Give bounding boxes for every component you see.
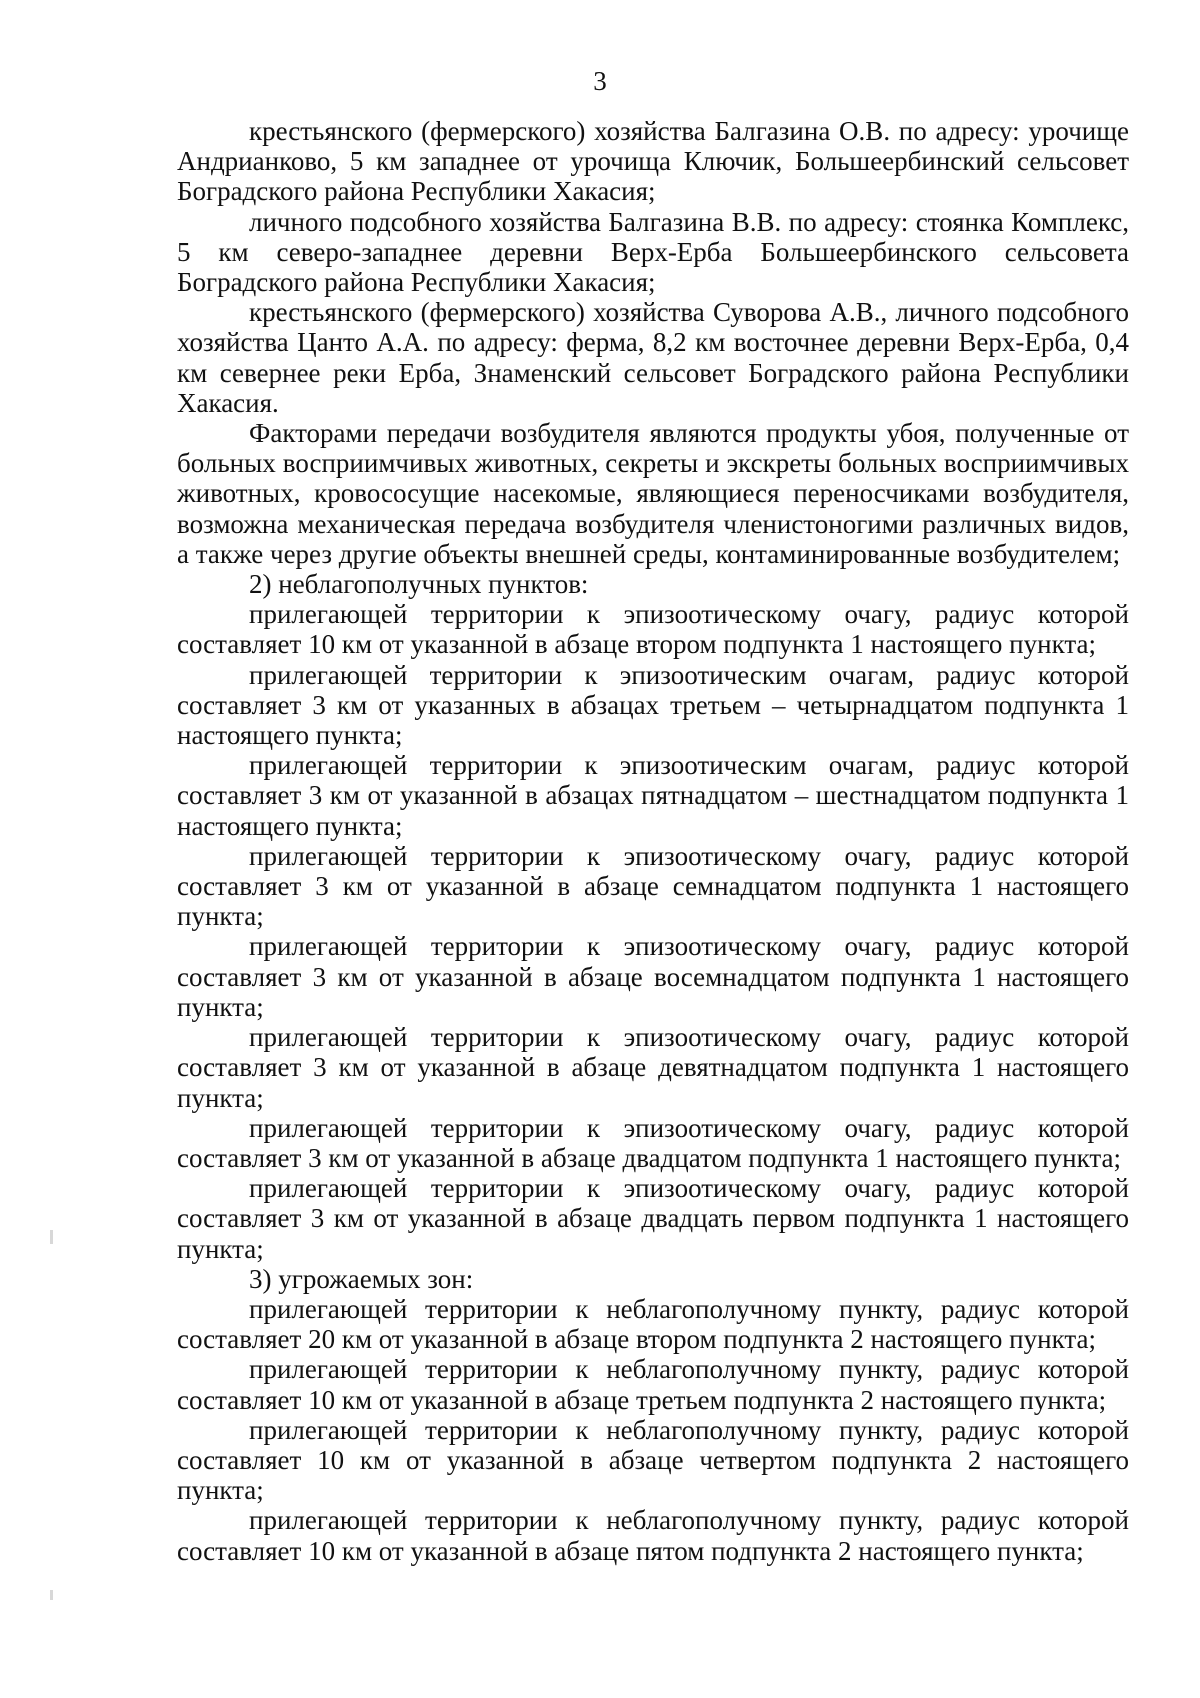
scan-edge-mark	[50, 1590, 53, 1600]
page-number: 3	[593, 66, 607, 96]
paragraph: прилегающей территории к эпизоотическому очагу, радиус которой составляет 3 км от указанной в абзаце двадцать первом подпункта 1 настоящего пункта;	[177, 1173, 1129, 1264]
paragraph: прилегающей территории к эпизоотическому очагу, радиус которой составляет 3 км от указанной в абзаце девятнадцатом подпункта 1 настоящего пункта;	[177, 1022, 1129, 1113]
scan-edge-mark	[50, 1230, 53, 1244]
paragraph: личного подсобного хозяйства Балгазина В.В. по адресу: стоянка Комплекс, 5 км северо-западнее деревни Верх-Ерба Большеербинского сельсовета Боградского района Республики Хакасия;	[177, 206, 1129, 298]
paragraph: прилегающей территории к неблагополучному пункту, радиус которой составляет 10 км от указанной в абзаце четвертом подпункта 2 настоящего пункта;	[177, 1414, 1129, 1506]
section-heading: 3) угрожаемых зон:	[249, 1263, 474, 1294]
paragraph: крестьянского (фермерского) хозяйства Суворова А.В., личного подсобного хозяйства Цанто А.А. по адресу: ферма, 8,2 км восточнее деревни Верх-Ерба, 0,4 км севернее реки Ерба, Знаменский сельсовет Боградского района Республики Хакасия.	[177, 297, 1129, 418]
document-body	[177, 116, 1129, 1566]
paragraph: Факторами передачи возбудителя являются продукты убоя, полученные от больных восприимчивых животных, секреты и экскреты больных восприимчивых животных, кровососущие насекомые, являющиеся переносчиками возбудителя, возможна механическая передача возбудителя членистоногими различных видов, а также через другие объекты внешней среды, контаминированные возбудителем;	[177, 418, 1129, 569]
paragraph: прилегающей территории к эпизоотическому очагу, радиус которой составляет 3 км от указанной в абзаце восемнадцатом подпункта 1 настоящего пункта;	[177, 931, 1129, 1022]
paragraph: прилегающей территории к эпизоотическому очагу, радиус которой составляет 10 км от указанной в абзаце втором подпункта 1 настоящего пункта;	[177, 599, 1129, 660]
paragraph: прилегающей территории к неблагополучному пункту, радиус которой составляет 20 км от указанной в абзаце втором подпункта 2 настоящего пункта;	[177, 1293, 1129, 1355]
paragraph: прилегающей территории к неблагополучному пункту, радиус которой составляет 10 км от указанной в абзаце пятом подпункта 2 настоящего пункта;	[177, 1505, 1129, 1566]
paragraph: прилегающей территории к неблагополучному пункту, радиус которой составляет 10 км от указанной в абзаце третьем подпункта 2 настоящего пункта;	[177, 1354, 1129, 1415]
paragraph: прилегающей территории к эпизоотическому очагу, радиус которой составляет 3 км от указанной в абзаце семнадцатом подпункта 1 настоящего пункта;	[177, 840, 1129, 932]
paragraph: прилегающей территории к эпизоотическому очагу, радиус которой составляет 3 км от указанной в абзаце двадцатом подпункта 1 настоящего пункта;	[177, 1112, 1129, 1173]
paragraph: прилегающей территории к эпизоотическим очагам, радиус которой составляет 3 км от указанных в абзацах третьем – четырнадцатом подпункта 1 настоящего пункта;	[177, 659, 1129, 751]
section-heading: 2) неблагополучных пунктов:	[249, 569, 589, 600]
paragraph: прилегающей территории к эпизоотическим очагам, радиус которой составляет 3 км от указанной в абзацах пятнадцатом – шестнадцатом подпункта 1 настоящего пункта;	[177, 750, 1129, 841]
paragraph: крестьянского (фермерского) хозяйства Балгазина О.В. по адресу: урочище Андрианково, 5 км западнее от урочища Ключик, Большеербинский сельсовет Боградского района Республики Хакасия;	[177, 116, 1129, 207]
